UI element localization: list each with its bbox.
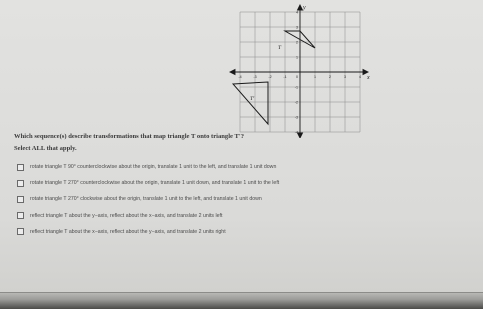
triangle-T-prime-label: T' [250,96,255,102]
x-tick-label: 1 [314,75,316,79]
answer-option[interactable] [17,228,279,236]
y-tick-label: 1 [296,55,298,60]
option-label: reflect triangle T about the x−axis, reflect about the y−axis, and translate 2 units right [30,228,226,235]
y-tick-label: -4 [294,130,298,135]
answer-option[interactable] [17,163,279,171]
axes [230,5,368,138]
x-tick-label: -3 [253,75,257,79]
option-checkbox[interactable] [17,180,24,187]
option-checkbox[interactable] [17,212,24,219]
y-tick-label: -2 [294,100,298,105]
y-tick-label: -1 [294,85,298,90]
option-label: rotate triangle T 270° clockwise about the origin, translate 1 unit to the left, and translate 1 unit down [30,196,262,203]
question-text: Which sequence(s) describe transformations that map triangle T onto triangle T'? [14,133,245,140]
footer-bar [0,293,483,309]
x-tick-label: 0 [296,75,298,79]
option-checkbox[interactable] [17,196,24,203]
x-tick-label: -2 [268,75,272,79]
answer-options [17,163,279,244]
answer-option[interactable] [17,195,279,203]
answer-option[interactable] [17,179,279,187]
option-checkbox[interactable] [17,164,24,171]
question-instruction: Select ALL that apply. [14,145,77,152]
y-axis-label: y [303,5,306,11]
x-tick-label: 2 [329,75,331,79]
option-label: reflect triangle T about the y−axis, reflect about the x−axis, and translate 2 units left [30,212,223,219]
x-tick-label: -1 [283,75,287,79]
y-tick-label: 2 [296,40,298,45]
coordinate-grid [228,4,372,138]
x-tick-label: -4 [238,75,242,79]
y-tick-label: -3 [294,115,298,120]
x-tick-label: 4 [359,75,361,79]
answer-option[interactable] [17,212,279,220]
y-tick-labels [295,11,298,135]
x-tick-label: 3 [344,75,346,79]
triangle-T-label: T [278,45,282,51]
x-axis-label: x [367,75,370,81]
y-tick-label: 4 [296,10,298,15]
option-checkbox[interactable] [17,228,24,235]
y-tick-label: 3 [296,25,298,30]
option-label: rotate triangle T 90° counterclockwise about the origin, translate 1 unit to the left, and translate 1 unit down [30,164,277,170]
triangle-T-prime [233,82,268,124]
option-label: rotate triangle T 270° counterclockwise about the origin, translate 1 unit down, and translate 1 unit to the left [30,180,280,187]
